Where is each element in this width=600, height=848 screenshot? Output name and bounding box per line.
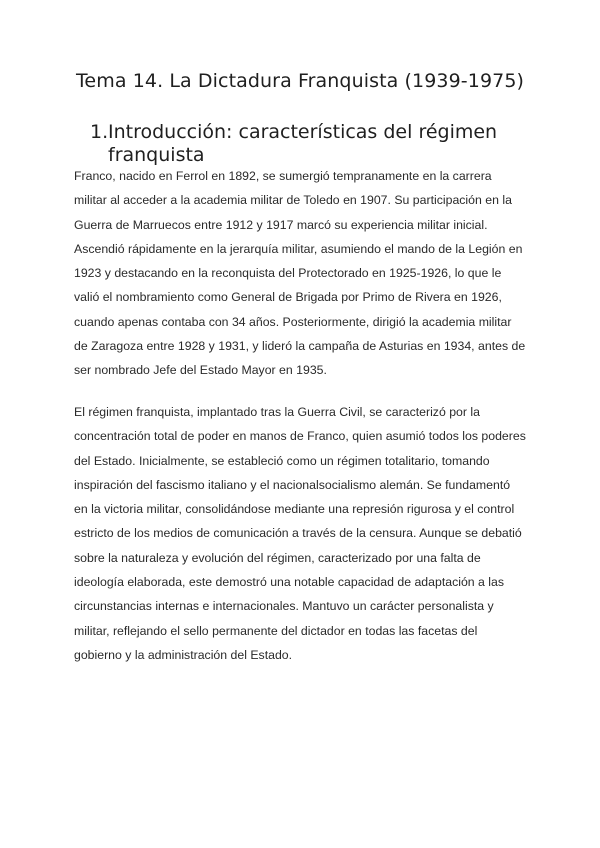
section-heading-text: Introducción: características del régimen franquista [108,121,498,166]
section-number: 1. [90,121,109,143]
document-title: Tema 14. La Dictadura Franquista (1939-1975) [75,70,525,92]
section-heading [90,121,530,167]
paragraph-franco-biography: Franco, nacido en Ferrol en 1892, se sumergió tempranamente en la carrera militar al acceder a la academia militar de Toledo en 1907. Su participación en la Guerra de Marruecos entre 1912 y 1917 marcó su experiencia militar inicial. Ascendió rápidamente en la jerarquía militar, asumiendo el mando de la Legión en 1923 y destacando en la reconquista del Protectorado en 1925-1926, lo que le valió el nombramiento como General de Brigada por Primo de Rivera en 1926, cuando apenas contaba con 34 años. Posteriormente, dirigió la academia militar de Zaragoza entre 1928 y 1931, y lideró la campaña de Asturias en 1934, antes de ser nombrado Jefe del Estado Mayor en 1935. [74,169,526,378]
paragraph-regime-characteristics: El régimen franquista, implantado tras la Guerra Civil, se caracterizó por la concentración total de poder en manos de Franco, quien asumió todos los poderes del Estado. Inicialmente, se estableció como un régimen totalitario, tomando inspiración del fascismo italiano y el nacionalsocialismo alemán. Se fundamentó en la victoria militar, consolidándose mediante una represión rigurosa y el control estricto de los medios de comunicación a través de la censura. Aunque se debatió sobre la naturaleza y evolución del régimen, caracterizado por una falta de ideología elaborada, este demostró una notable capacidad de adaptación a las circunstancias internas e internacionales. Mantuvo un carácter personalista y militar, reflejando el sello permanente del dictador en todas las facetas del gobierno y la administración del Estado. [74,405,526,662]
